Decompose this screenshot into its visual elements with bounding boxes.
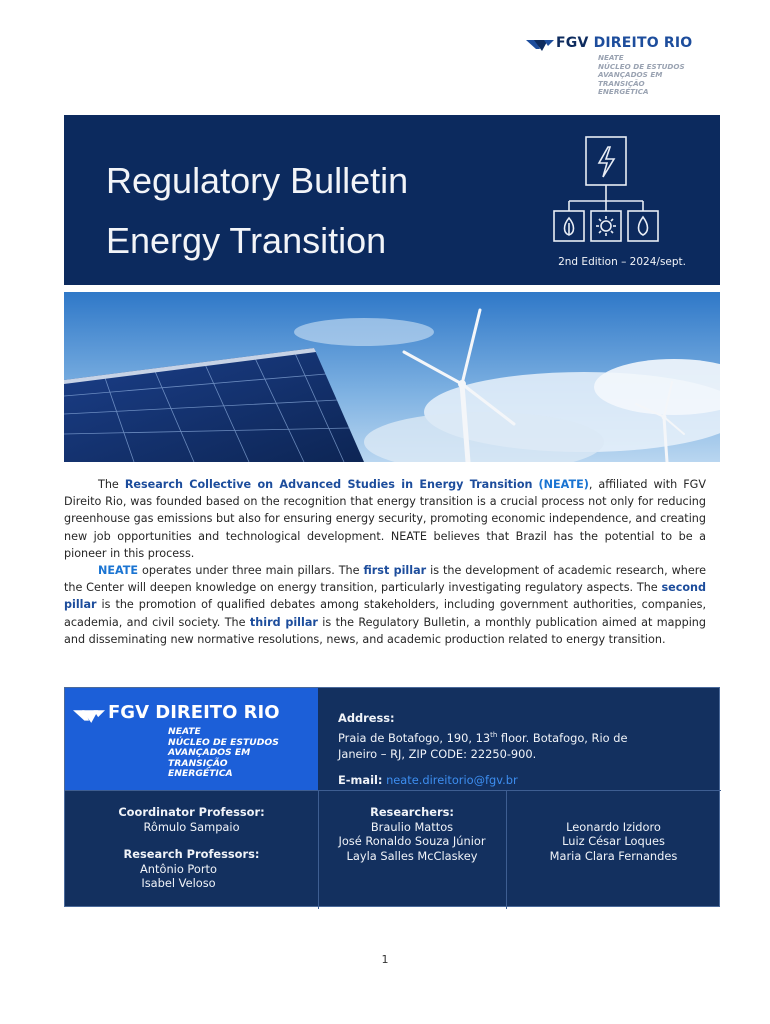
email-link[interactable]: neate.direitorio@fgv.br bbox=[386, 773, 518, 787]
address-block bbox=[318, 688, 721, 790]
page-number: 1 bbox=[381, 953, 389, 966]
energy-grid-icon bbox=[550, 135, 662, 245]
professors-column: Coordinator Professor: Rômulo Sampaio Research Professors: Antônio Porto Isabel Veloso bbox=[65, 790, 319, 909]
contact-logo-brand: FGV DIREITO RIO bbox=[108, 702, 280, 723]
researchers-column-2: Leonardo Izidoro Luiz César Loques Maria Clara Fernandes bbox=[506, 790, 721, 909]
intro-paragraph-2: NEATE operates under three main pillars. The first pillar is the development of academic research, where the Center will deepen knowledge on energy transition, particularly investigating regulatory aspects. The second pillar is the promotion of qualified debates among stakeholders, including government authorities, companies, academia, and civil society. The third pillar is the Regulatory Bulletin, a monthly publication aimed at mapping and disseminating new normative resolutions, news, and academic production related to energy transition. bbox=[64, 564, 706, 646]
banner-title: Regulatory Bulletin Energy Transition bbox=[106, 160, 409, 261]
contact-logo-subtitle: NEATE NÚCLEO DE ESTUDOS AVANÇADOS EM TRANSIÇÃO ENERGÉTICA bbox=[168, 726, 279, 779]
researchers-column-1: Researchers: Braulio Mattos José Ronaldo Souza Júnior Layla Salles McClaskey bbox=[318, 790, 507, 909]
contact-box bbox=[64, 687, 720, 907]
intro-text bbox=[64, 476, 706, 648]
title-banner bbox=[64, 115, 720, 285]
header-brand: FGV DIREITO RIO bbox=[556, 35, 693, 51]
fgv-logo-mark-icon bbox=[526, 38, 554, 52]
solar-panels-wind-turbines-photo bbox=[64, 292, 720, 462]
address: Address: Praia de Botafogo, 190, 13th floor. Botafogo, Rio de Janeiro – RJ, ZIP CODE: 22250-900. bbox=[338, 711, 628, 761]
header-logo-subtitle: NEATE NÚCLEO DE ESTUDOS AVANÇADOS EM TRANSIÇÃO ENERGÉTICA bbox=[598, 53, 685, 97]
header-logo bbox=[524, 34, 724, 98]
contact-logo bbox=[65, 688, 318, 790]
fgv-logo-mark-icon bbox=[71, 708, 107, 724]
edition-label: 2nd Edition – 2024/sept. bbox=[558, 256, 686, 268]
email: E-mail: neate.direitorio@fgv.br bbox=[338, 773, 518, 787]
intro-paragraph-1: The Research Collective on Advanced Studies in Energy Transition (NEATE), affiliated with FGV Direito Rio, was founded based on the recognition that energy transition is a crucial process not only for reducing greenhouse gas emissions but also for ensuring energy security, promoting economic independence, and creating new job opportunities and technological development. NEATE believes that Brazil has the potential to be a pioneer in this process. bbox=[64, 478, 706, 560]
